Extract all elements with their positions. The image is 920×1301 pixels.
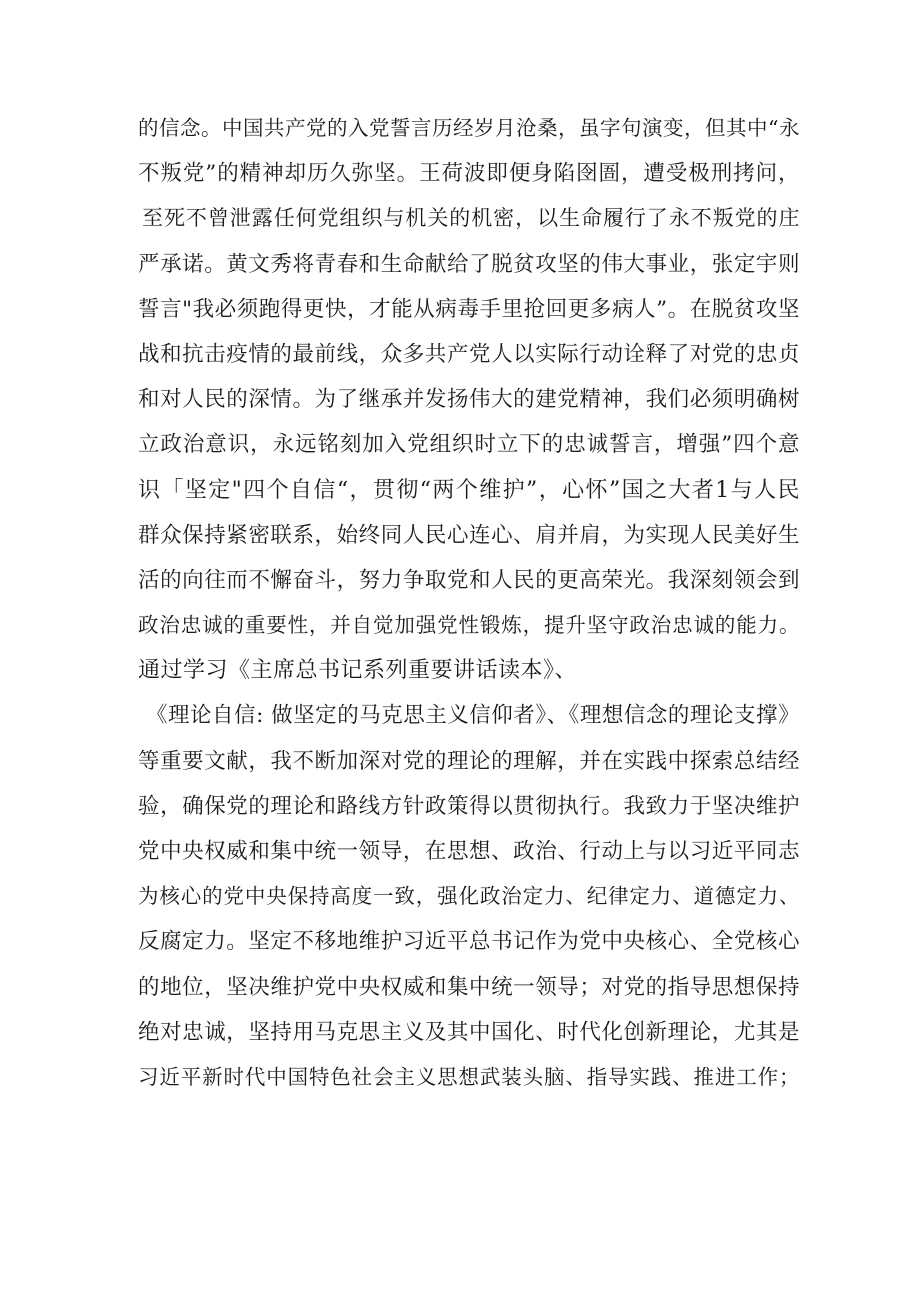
text-line: 至死不曾泄露任何党组织与机关的机密，以生命履行了永不叛党的庄	[142, 206, 800, 231]
text-line: 活的向往而不懈奋斗，努力争取党和人民的更高荣光。我深刻领会到	[138, 567, 800, 593]
text-line: 和对人民的深情。为了继承并发扬伟大的建党精神，我们必须明确树	[138, 387, 800, 413]
text-line: 识「坚定"四个自信“，贯彻“两个维护”，心怀”国之大者1与人民	[138, 477, 800, 503]
text-line: 验，确保党的理论和路线方针政策得以贯彻执行。我致力于坚决维护	[138, 793, 800, 819]
text-line: 绝对忠诚，坚持用马克思主义及其中国化、时代化创新理论，尤其是	[138, 1019, 800, 1045]
text-line: 反腐定力。坚定不移地维护习近平总书记作为党中央核心、全党核心	[138, 929, 800, 955]
text-line: 党中央权威和集中统一领导，在思想、政治、行动上与以习近平同志	[138, 839, 800, 864]
text-line: 誓言"我必须跑得更快，才能从病毒手里抢回更多病人”。在脱贫攻坚	[138, 296, 800, 322]
text-line: 《理论自信: 做坚定的马克思主义信仰者》、《理想信念的理论支撑》	[146, 703, 800, 729]
text-line: 战和抗击疫情的最前线，众多共产党人以实际行动诠释了对党的忠贞	[138, 341, 800, 367]
text-line: 群众保持紧密联系，始终同人民心连心、肩并肩，为实现人民美好生	[138, 522, 800, 548]
text-line: 立政治意识，永远铭刻加入党组织时立下的忠诚誓言，增强”四个意	[138, 432, 800, 458]
text-line: 通过学习《主席总书记系列重要讲话读本》、	[138, 658, 578, 684]
text-line: 习近平新时代中国特色社会主义思想武装头脑、指导实践、推进工作；	[138, 1064, 800, 1089]
text-line: 不叛党”的精神却历久弥坚。王荷波即便身陷囹圄，遭受极刑拷问，	[138, 161, 800, 187]
text-line: 等重要文献，我不断加深对党的理论的理解，并在实践中探索总结经	[138, 748, 800, 774]
body-text	[138, 106, 800, 1100]
text-line: 政治忠诚的重要性，并自觉加强党性锻炼，提升坚守政治忠诚的能力。	[138, 613, 800, 638]
text-line: 的地位，坚决维护党中央权威和集中统一领导；对党的指导思想保持	[138, 974, 800, 1000]
text-line: 严承诺。黄文秀将青春和生命献给了脱贫攻坚的伟大事业，张定宇则	[138, 251, 800, 277]
text-line: 的信念。中国共产党的入党誓言历经岁月沧桑，虽字句演变，但其中“永	[138, 116, 800, 140]
text-line: 为核心的党中央保持高度一致，强化政治定力、纪律定力、道德定力、	[138, 884, 800, 909]
